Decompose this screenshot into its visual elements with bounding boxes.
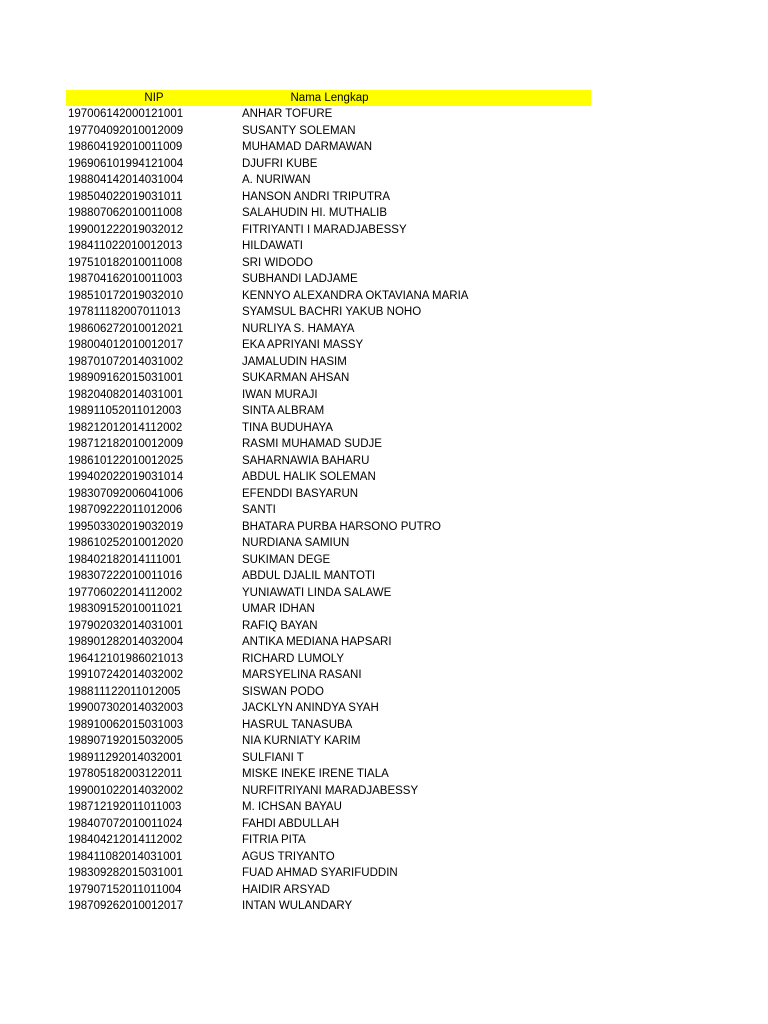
name-cell: SUKIMAN DEGE	[242, 553, 331, 566]
name-cell: SISWAN PODO	[242, 685, 324, 698]
nip-cell: 198309152010011021	[68, 603, 183, 615]
table-row	[66, 651, 591, 668]
nip-cell: 197706022014112002	[68, 586, 183, 599]
nip-cell: 198411082014031001	[68, 850, 183, 863]
nip-cell: 198212012014112002	[68, 421, 183, 434]
nip-cell: 197704092010012009	[68, 124, 184, 137]
table-row	[66, 123, 591, 140]
nip-cell: 199503302019032019	[68, 520, 184, 533]
table-row	[66, 535, 591, 552]
table-body	[66, 106, 591, 915]
table-row	[66, 898, 591, 915]
name-cell: SRI WIDODO	[242, 256, 313, 269]
nip-cell: 199001022014032002	[68, 784, 184, 797]
table-row	[66, 799, 591, 816]
name-cell: NIA KURNIATY KARIM	[242, 735, 361, 747]
table-row	[66, 304, 591, 321]
table-row	[66, 882, 591, 899]
table-row	[66, 733, 591, 750]
name-cell: NURDIANA SAMIUN	[242, 537, 350, 549]
nip-cell: 198712192011011003	[68, 801, 182, 813]
table-row	[66, 700, 591, 717]
table-row	[66, 238, 591, 255]
name-cell: UMAR IDHAN	[242, 603, 315, 615]
nip-cell: 198911052011012003	[68, 405, 182, 417]
table-row	[66, 172, 591, 189]
name-cell: SUSANTY SOLEMAN	[242, 124, 356, 137]
nip-cell: 198804142014031004	[68, 174, 184, 186]
name-cell: FAHDI ABDULLAH	[242, 817, 340, 830]
nip-cell: 198907192015032005	[68, 735, 184, 747]
table-header-row	[66, 90, 591, 106]
table-row	[66, 766, 591, 783]
name-cell: FITRIA PITA	[242, 834, 306, 846]
table-row	[66, 469, 591, 486]
nip-cell: 198712182010012009	[68, 438, 184, 450]
nip-cell: 198606272010012021	[68, 322, 184, 335]
name-cell: SULFIANI T	[242, 751, 304, 764]
name-cell: HILDAWATI	[242, 240, 303, 252]
nip-cell: 198811122011012005	[68, 685, 181, 698]
name-cell: SAHARNAWIA BAHARU	[242, 454, 370, 467]
nip-cell: 197805182003122011	[68, 768, 183, 780]
nip-cell: 196412101986021013	[68, 652, 184, 665]
table-row	[66, 634, 591, 651]
name-cell: RASMI MUHAMAD SUDJE	[242, 438, 382, 450]
header-nip: NIP	[144, 92, 164, 104]
name-cell: MUHAMAD DARMAWAN	[242, 141, 373, 153]
table-row	[66, 436, 591, 453]
name-cell: M. ICHSAN BAYAU	[242, 801, 342, 813]
table-row	[66, 502, 591, 519]
name-cell: ANHAR TOFURE	[242, 108, 333, 120]
name-cell: SUKARMAN AHSAN	[242, 372, 350, 384]
table-row	[66, 255, 591, 272]
table-row	[66, 568, 591, 585]
nip-cell: 198604192010011009	[68, 141, 183, 153]
table-row	[66, 420, 591, 437]
table-row	[66, 288, 591, 305]
name-cell: SINTA ALBRAM	[242, 405, 325, 417]
name-cell: JACKLYN ANINDYA SYAH	[242, 702, 379, 714]
table-row	[66, 189, 591, 206]
name-cell: SALAHUDIN HI. MUTHALIB	[242, 207, 388, 219]
nip-cell: 198204082014031001	[68, 388, 184, 401]
nip-cell: 197907152011011004	[68, 883, 182, 896]
table-row	[66, 486, 591, 503]
nip-cell: 198709222011012006	[68, 504, 183, 516]
nip-cell: 197006142000121001	[68, 108, 184, 120]
nip-cell: 198402182014111001	[68, 553, 182, 566]
nip-cell: 198411022010012013	[68, 240, 183, 252]
table-row	[66, 865, 591, 882]
name-cell: AGUS TRIYANTO	[242, 850, 335, 863]
table-row	[66, 601, 591, 618]
nip-cell: 198404212014112002	[68, 834, 183, 846]
nip-cell: 198307092006041006	[68, 487, 184, 500]
nip-cell: 197902032014031001	[68, 619, 184, 632]
nip-cell: 198910062015031003	[68, 718, 184, 731]
nip-cell: 199107242014032002	[68, 669, 184, 681]
nip-cell: 199402022019031014	[68, 471, 184, 483]
table-row	[66, 783, 591, 800]
name-cell: RAFIQ BAYAN	[242, 619, 318, 632]
name-cell: SYAMSUL BACHRI YAKUB NOHO	[242, 306, 422, 318]
table-row	[66, 750, 591, 767]
name-cell: A. NURIWAN	[242, 174, 311, 186]
nip-cell: 198701072014031002	[68, 355, 184, 368]
name-cell: MISKE INEKE IRENE TIALA	[242, 768, 389, 780]
employee-table	[66, 90, 591, 915]
nip-cell: 197510182010011008	[68, 256, 183, 269]
nip-cell: 198407072010011024	[68, 817, 183, 830]
nip-cell: 198610252010012020	[68, 537, 184, 549]
name-cell: JAMALUDIN HASIM	[242, 355, 347, 368]
nip-cell: 198909162015031001	[68, 372, 184, 384]
name-cell: ANTIKA MEDIANA HAPSARI	[242, 636, 392, 648]
nip-cell: 196906101994121004	[68, 157, 184, 170]
name-cell: HANSON ANDRI TRIPUTRA	[242, 190, 391, 203]
name-cell: HAIDIR ARSYAD	[242, 883, 330, 896]
table-row	[66, 816, 591, 833]
nip-cell: 198901282014032004	[68, 636, 184, 648]
name-cell: FUAD AHMAD SYARIFUDDIN	[242, 867, 398, 879]
table-row	[66, 387, 591, 404]
table-row	[66, 717, 591, 734]
table-row	[66, 271, 591, 288]
name-cell: TINA BUDUHAYA	[242, 421, 333, 434]
header-name: Nama Lengkap	[290, 92, 369, 104]
table-row	[66, 106, 591, 123]
nip-cell: 198911292014032001	[68, 751, 183, 764]
name-cell: FITRIYANTI I MARADJABESSY	[242, 223, 407, 236]
name-cell: ABDUL DJALIL MANTOTI	[242, 570, 376, 582]
name-cell: SANTI	[242, 504, 276, 516]
nip-cell: 198309282015031001	[68, 867, 184, 879]
name-cell: NURFITRIYANI MARADJABESSY	[242, 784, 419, 797]
name-cell: INTAN WULANDARY	[242, 900, 353, 912]
name-cell: YUNIAWATI LINDA SALAWE	[242, 586, 392, 599]
table-row	[66, 849, 591, 866]
table-row	[66, 403, 591, 420]
name-cell: KENNYO ALEXANDRA OKTAVIANA MARIA	[242, 289, 469, 302]
nip-cell: 199001222019032012	[68, 223, 184, 236]
nip-cell: 198504022019031011	[68, 190, 183, 203]
name-cell: EFENDDI BASYARUN	[242, 487, 359, 500]
table-row	[66, 139, 591, 156]
name-cell: HASRUL TANASUBA	[242, 718, 353, 731]
table-row	[66, 667, 591, 684]
nip-cell: 198510172019032010	[68, 289, 184, 302]
nip-cell: 198004012010012017	[68, 339, 184, 351]
nip-cell: 198704162010011003	[68, 273, 183, 285]
name-cell: RICHARD LUMOLY	[242, 652, 345, 665]
nip-cell: 198709262010012017	[68, 900, 184, 912]
nip-cell: 198807062010011008	[68, 207, 183, 219]
name-cell: ABDUL HALIK SOLEMAN	[242, 471, 376, 483]
table-row	[66, 337, 591, 354]
table-row	[66, 552, 591, 569]
name-cell: EKA APRIYANI MASSY	[242, 339, 364, 351]
table-row	[66, 370, 591, 387]
table-row	[66, 618, 591, 635]
table-row	[66, 832, 591, 849]
table-row	[66, 354, 591, 371]
name-cell: SUBHANDI LADJAME	[242, 273, 358, 285]
table-row	[66, 519, 591, 536]
table-row	[66, 156, 591, 173]
table-row	[66, 684, 591, 701]
name-cell: IWAN MURAJI	[242, 388, 318, 401]
nip-cell: 198307222010011016	[68, 570, 183, 582]
table-row	[66, 321, 591, 338]
table-row	[66, 585, 591, 602]
table-row	[66, 453, 591, 470]
table-row	[66, 222, 591, 239]
nip-cell: 197811182007011013	[68, 306, 181, 318]
name-cell: NURLIYA S. HAMAYA	[242, 322, 355, 335]
name-cell: BHATARA PURBA HARSONO PUTRO	[242, 520, 441, 533]
name-cell: MARSYELINA RASANI	[242, 669, 362, 681]
nip-cell: 198610122010012025	[68, 454, 184, 467]
nip-cell: 199007302014032003	[68, 702, 184, 714]
name-cell: DJUFRI KUBE	[242, 157, 318, 170]
table-row	[66, 205, 591, 222]
